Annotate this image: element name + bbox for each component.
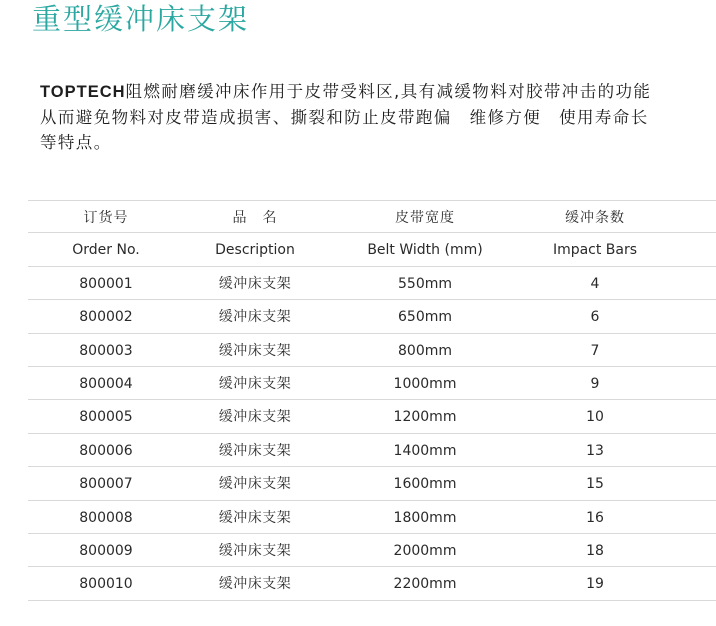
table-row	[28, 267, 716, 300]
cell-impact-bars: 10	[586, 409, 604, 426]
header-impact-bars-cn: 缓冲条数	[565, 210, 625, 226]
cell-description: 缓冲床支架	[218, 442, 292, 459]
table-row	[28, 434, 716, 467]
cell-description: 缓冲床支架	[218, 509, 292, 526]
cell-belt-width: 800mm	[398, 342, 452, 359]
header-order-no-cn: 订货号	[83, 210, 129, 226]
table-header-en	[28, 233, 716, 266]
cell-belt-width: 650mm	[398, 309, 452, 326]
table-row	[28, 467, 716, 500]
table-row	[28, 367, 716, 400]
header-description-en: Description	[215, 242, 295, 259]
cell-order-no: 800008	[79, 509, 133, 526]
cell-description: 缓冲床支架	[218, 309, 292, 326]
table-header-cn	[28, 200, 716, 233]
cell-order-no: 800003	[79, 342, 133, 359]
cell-order-no: 800005	[79, 409, 133, 426]
intro-line-2: 从而避免物料对皮带造成损害、撕裂和防止皮带跑偏 维修方便 使用寿命长	[40, 108, 649, 127]
brand-name: TOPTECH	[40, 83, 126, 101]
table-row	[28, 567, 716, 600]
cell-belt-width: 1400mm	[393, 442, 457, 459]
cell-description: 缓冲床支架	[218, 275, 292, 292]
spec-table	[28, 200, 716, 601]
cell-description: 缓冲床支架	[218, 342, 292, 359]
table-row	[28, 400, 716, 433]
cell-belt-width: 1800mm	[393, 509, 457, 526]
cell-description: 缓冲床支架	[218, 542, 292, 559]
cell-order-no: 800010	[79, 576, 133, 593]
cell-description: 缓冲床支架	[218, 576, 292, 593]
cell-impact-bars: 9	[590, 375, 600, 392]
cell-description: 缓冲床支架	[218, 409, 292, 426]
cell-description: 缓冲床支架	[218, 375, 292, 392]
cell-impact-bars: 13	[586, 442, 604, 459]
cell-belt-width: 1000mm	[393, 375, 457, 392]
header-order-no-en: Order No.	[72, 242, 140, 259]
cell-impact-bars: 15	[586, 476, 604, 493]
cell-impact-bars: 18	[586, 542, 604, 559]
cell-order-no: 800009	[79, 542, 133, 559]
header-belt-width-cn: 皮带宽度	[395, 210, 455, 226]
header-belt-width-en: Belt Width (mm)	[367, 242, 483, 259]
cell-impact-bars: 19	[586, 576, 604, 593]
intro-line-1	[40, 79, 708, 105]
table-body	[28, 267, 716, 601]
header-impact-bars-en: Impact Bars	[552, 242, 638, 259]
cell-belt-width: 1200mm	[393, 409, 457, 426]
page-title: 重型缓冲床支架	[32, 2, 250, 36]
cell-order-no: 800004	[79, 375, 133, 392]
cell-impact-bars: 4	[590, 275, 600, 292]
cell-impact-bars: 6	[590, 309, 600, 326]
cell-order-no: 800002	[79, 309, 133, 326]
cell-description: 缓冲床支架	[218, 476, 292, 493]
intro-paragraph	[40, 79, 708, 155]
intro-line-3: 等特点。	[40, 133, 112, 152]
cell-impact-bars: 16	[586, 509, 604, 526]
cell-order-no: 800001	[79, 275, 133, 292]
intro-line-1-text: 阻燃耐磨缓冲床作用于皮带受料区,具有减缓物料对胶带冲击的功能	[125, 82, 652, 101]
cell-belt-width: 1600mm	[393, 476, 457, 493]
cell-belt-width: 2200mm	[393, 576, 457, 593]
cell-order-no: 800006	[79, 442, 133, 459]
table-row	[28, 534, 716, 567]
cell-order-no: 800007	[79, 476, 133, 493]
cell-belt-width: 2000mm	[393, 542, 457, 559]
cell-impact-bars: 7	[590, 342, 600, 359]
table-row	[28, 334, 716, 367]
table-row	[28, 501, 716, 534]
header-description-cn: 品 名	[232, 210, 278, 226]
table-row	[28, 300, 716, 333]
cell-belt-width: 550mm	[398, 275, 452, 292]
